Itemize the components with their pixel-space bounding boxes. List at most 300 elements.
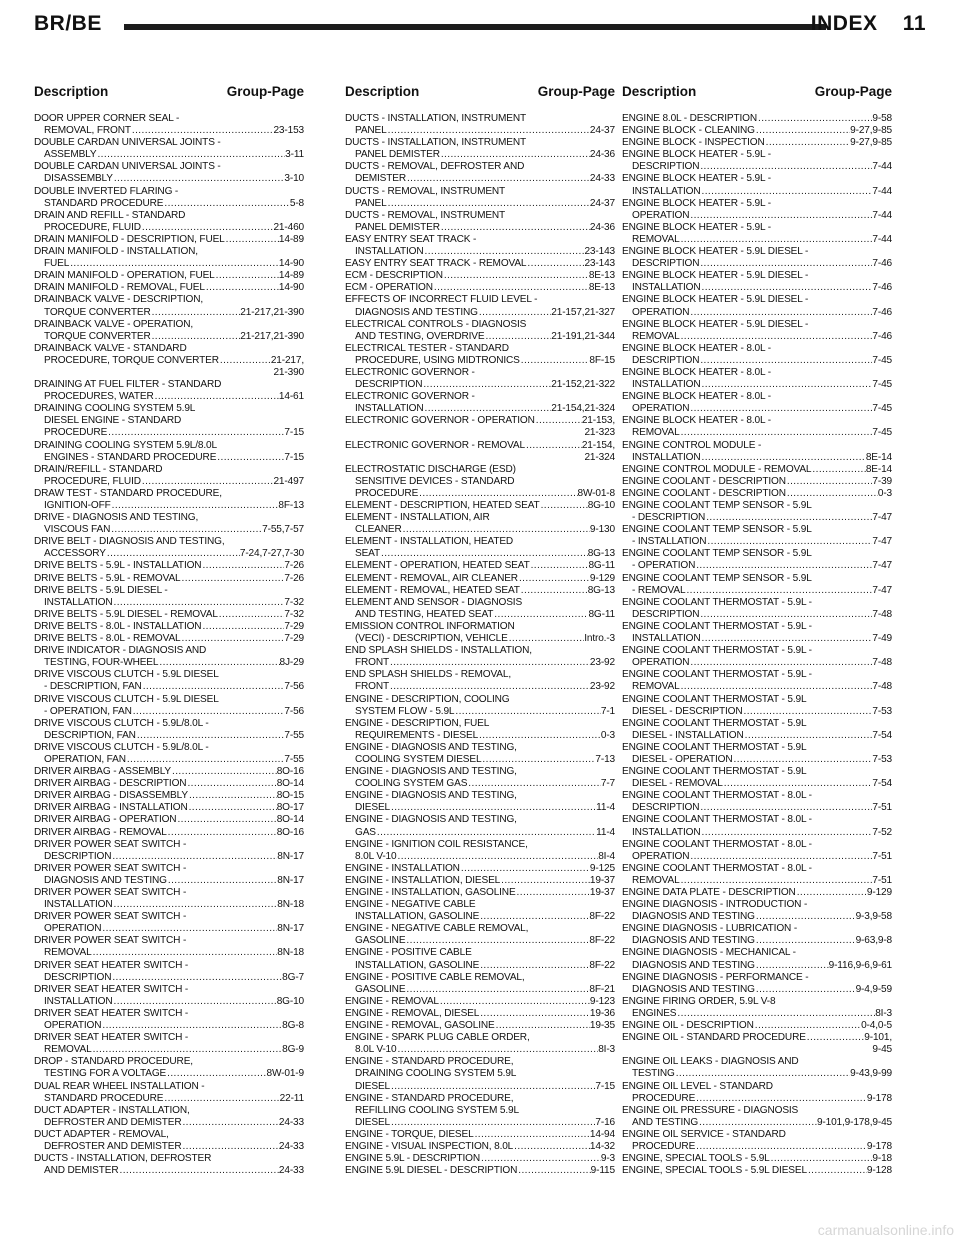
dot-leader <box>508 633 585 645</box>
entry-text: REMOVAL <box>44 1044 92 1056</box>
index-entry <box>622 500 892 512</box>
entry-text: ENGINE CONTROL MODULE - REMOVAL <box>622 463 812 475</box>
entry-text: OPERATION <box>44 1020 102 1032</box>
index-entry <box>345 391 615 403</box>
dot-leader <box>92 1044 283 1056</box>
index-entry <box>34 609 304 621</box>
entry-text: DOOR UPPER CORNER SEAL - <box>34 113 180 124</box>
entry-text: DRIVE VISCOUS CLUTCH - 5.9L/8.0L - <box>34 717 209 729</box>
entry-text: VISCOUS FAN <box>44 524 111 536</box>
dot-leader <box>111 500 279 512</box>
page-ref: 9-45 <box>872 1044 892 1056</box>
entry-text: DRIVER SEAT HEATER SWITCH - <box>34 1007 189 1019</box>
index-entry <box>345 488 615 500</box>
entry-text: PANEL DEMISTER <box>355 221 440 233</box>
index-entry <box>345 476 615 488</box>
index-entry <box>622 331 892 343</box>
page-ref: 7-56 <box>284 681 304 693</box>
entry-text: AND TESTING, OVERDRIVE <box>355 330 485 342</box>
entry-text: INSTALLATION <box>355 246 424 258</box>
entry-text: DRIVER AIRBAG - REMOVAL <box>34 826 167 838</box>
entry-text: OPERATION <box>632 850 690 862</box>
manual-code: BR/BE <box>34 12 102 35</box>
index-entry <box>622 984 892 996</box>
entry-text: ENGINE - POSITIVE CABLE <box>345 947 472 959</box>
dot-leader <box>701 282 873 294</box>
page-ref: 7-47 <box>872 584 892 596</box>
page-ref: 7-47 <box>872 536 892 548</box>
index-entry <box>622 149 892 161</box>
index-entry <box>345 802 615 814</box>
page-ref: 21-157,21-327 <box>551 306 615 318</box>
index-entry <box>345 524 615 536</box>
dot-leader <box>460 863 590 875</box>
entry-text: DRAIN/REFILL - STANDARD <box>34 463 163 475</box>
page-ref: 19-35 <box>589 1020 615 1032</box>
index-entry <box>345 282 615 294</box>
group-page-heading: Group-Page <box>537 84 615 99</box>
page-ref: 3-11 <box>285 149 304 161</box>
dot-leader <box>92 947 278 959</box>
entry-text: ENGINE BLOCK HEATER - 8.0L - <box>622 415 771 427</box>
entry-text: INSTALLATION <box>355 403 424 415</box>
index-entry <box>622 294 892 306</box>
dot-leader <box>218 609 285 621</box>
entry-text: ELECTRONIC GOVERNOR - <box>345 366 475 378</box>
dot-leader <box>106 548 240 560</box>
entry-text: ENGINE - DIAGNOSIS AND TESTING, <box>345 790 517 802</box>
dot-leader <box>516 887 590 899</box>
index-entry <box>34 113 304 125</box>
page-ref: 8G-10 <box>276 995 304 1007</box>
entry-text: DRAINBACK VALVE - OPERATION, <box>34 318 194 330</box>
dot-leader <box>387 198 590 210</box>
page-ref: 7-15 <box>284 451 304 463</box>
index-entry <box>345 851 615 863</box>
entry-text: ENGINES - STANDARD PROCEDURE <box>44 451 217 463</box>
dot-leader <box>387 125 590 137</box>
page-ref: 21-154,21-324 <box>551 403 615 415</box>
index-entry <box>345 911 615 923</box>
dot-leader <box>689 210 872 222</box>
dot-leader <box>467 778 601 790</box>
entry-text: DRAIN MANIFOLD - DESCRIPTION, FUEL <box>34 233 225 245</box>
entry-text: ENGINE COOLANT TEMP SENSOR - 5.9L <box>622 548 812 560</box>
page-ref: 7-45 <box>872 427 892 439</box>
entry-text: ENGINE COOLANT THERMOSTAT - 8.0L - <box>622 862 812 874</box>
dot-leader <box>680 427 873 439</box>
entry-text: DIAGNOSIS AND TESTING <box>632 935 755 947</box>
index-entry <box>622 875 892 887</box>
page-ref: 8F-22 <box>589 959 615 971</box>
entry-text: ENGINE OIL - STANDARD PROCEDURE <box>622 1032 806 1044</box>
dot-leader <box>695 1093 867 1105</box>
dot-leader <box>493 609 588 621</box>
index-entry <box>34 234 304 246</box>
page-ref: 7-1 <box>600 705 615 717</box>
index-entry <box>34 996 304 1008</box>
entry-text: DRIVE VISCOUS CLUTCH - 5.9L DIESEL <box>34 693 219 705</box>
entry-text: DRIVE BELTS - 5.9L DIESEL - <box>34 584 168 596</box>
page-ref: 3-10 <box>284 173 304 185</box>
index-entry <box>34 730 304 742</box>
page-ref: 9-3,9-58 <box>855 911 892 923</box>
index-entry <box>345 161 615 173</box>
page-ref: 7-29 <box>284 620 304 632</box>
dot-leader <box>380 548 588 560</box>
dot-leader <box>163 198 289 210</box>
index-entry <box>345 1105 615 1117</box>
dot-leader <box>188 802 277 814</box>
index-entry <box>345 343 615 355</box>
entry-text: DUCTS - INSTALLATION, INSTRUMENT <box>345 137 527 149</box>
index-entry <box>622 343 892 355</box>
page-ref: 14-89 <box>278 233 304 245</box>
page-ref: 8G-11 <box>588 560 615 572</box>
index-entry <box>622 173 892 185</box>
index-entry <box>345 996 615 1008</box>
entry-text: DIAGNOSIS AND TESTING <box>632 911 755 923</box>
index-entry <box>622 742 892 754</box>
index-entry <box>622 911 892 923</box>
dot-leader <box>680 681 873 693</box>
index-entry <box>622 355 892 367</box>
entry-text: DUCT ADAPTER - INSTALLATION, <box>34 1104 190 1116</box>
index-entry <box>34 198 304 210</box>
page-ref: 24-37 <box>589 125 615 137</box>
dot-leader <box>675 1068 850 1080</box>
page-ref: 7-47 <box>872 560 892 572</box>
index-entry <box>34 887 304 899</box>
index-entry <box>345 113 615 125</box>
page-ref: 0-4,0-5 <box>861 1020 892 1032</box>
index-entry <box>345 718 615 730</box>
page-ref: 11-4 <box>596 826 615 838</box>
page-ref: 7-55,7-57 <box>262 524 304 536</box>
page-ref: 9-115 <box>590 1165 615 1177</box>
index-entry <box>345 246 615 258</box>
index-entry <box>34 911 304 923</box>
index-entry <box>622 947 892 959</box>
index-entry <box>622 125 892 137</box>
dot-leader <box>478 730 601 742</box>
entry-text: DRAINING COOLING SYSTEM 5.9L <box>355 1068 517 1080</box>
entry-text: REMOVAL <box>44 947 92 959</box>
entry-text: ENGINE DIAGNOSIS - PERFORMANCE - <box>622 971 809 983</box>
entry-text: DUAL REAR WHEEL INSTALLATION - <box>34 1080 205 1092</box>
entry-text: OPERATION <box>632 403 690 415</box>
index-entry <box>34 766 304 778</box>
entry-text: DRIVE BELTS - 8.0L - INSTALLATION <box>34 620 202 632</box>
index-entry <box>622 222 892 234</box>
page-ref: 8G-8 <box>282 1020 304 1032</box>
index-entry <box>345 669 615 681</box>
page-ref: 8F-22 <box>589 935 615 947</box>
index-entry <box>345 512 615 524</box>
dot-leader <box>163 1093 279 1105</box>
entry-text: FRONT <box>355 657 390 669</box>
entry-text: ENGINE BLOCK HEATER - 5.9L DIESEL - <box>622 318 809 330</box>
dot-leader <box>96 149 285 161</box>
index-entry <box>622 923 892 935</box>
page-ref: 9-43,9-99 <box>850 1068 892 1080</box>
entry-text: DESCRIPTION <box>44 850 112 862</box>
entry-text: ENGINE COOLANT TEMP SENSOR - 5.9L <box>622 572 812 584</box>
index-entry <box>34 125 304 137</box>
index-entry <box>622 1117 892 1129</box>
index-entry <box>345 657 615 669</box>
page-ref: 8G-10 <box>587 500 615 511</box>
entry-text: INSTALLATION <box>44 596 113 608</box>
entry-text: TORQUE CONVERTER <box>44 330 151 342</box>
entry-text: ENGINE - DIAGNOSIS AND TESTING, <box>345 766 517 778</box>
index-entry <box>34 1093 304 1105</box>
dot-leader <box>755 125 850 137</box>
index-entry <box>622 524 892 536</box>
entry-text: GASOLINE <box>355 983 406 995</box>
page-ref: 8O-15 <box>276 790 304 802</box>
entry-text: DIAGNOSIS AND TESTING <box>44 874 167 886</box>
page-ref: 7-13 <box>595 753 615 765</box>
dot-leader <box>181 1117 278 1129</box>
index-entry <box>622 512 892 524</box>
index-entry <box>345 899 615 911</box>
index-entry <box>34 1165 304 1177</box>
entry-text: SYSTEM FLOW - 5.9L <box>355 705 455 717</box>
page-ref: 21-154, <box>581 439 615 451</box>
dot-leader <box>215 270 279 282</box>
entry-text: DOUBLE CARDAN UNIVERSAL JOINTS - <box>34 161 221 173</box>
index-entry <box>34 524 304 536</box>
dot-leader <box>480 1153 601 1165</box>
dot-leader <box>742 706 872 718</box>
index-entry <box>622 718 892 730</box>
dot-leader <box>701 827 873 839</box>
index-entry <box>345 597 615 609</box>
entry-text: ENGINE DIAGNOSIS - MECHANICAL - <box>622 947 796 959</box>
dot-leader <box>518 573 590 585</box>
dot-leader <box>201 560 284 572</box>
entry-text: PROCEDURE <box>44 427 108 439</box>
entry-text: ENGINE COOLANT THERMOSTAT - 5.9L <box>622 741 807 753</box>
index-entry <box>34 597 304 609</box>
dot-leader <box>479 911 589 923</box>
index-entry <box>34 258 304 270</box>
entry-text: DESCRIPTION <box>632 161 700 173</box>
index-entry <box>622 597 892 609</box>
index-entry <box>34 186 304 198</box>
index-column-1 <box>34 113 304 1177</box>
index-entry <box>34 899 304 911</box>
entry-text: DRIVER SEAT HEATER SWITCH - <box>34 1032 189 1044</box>
dot-leader <box>101 1020 282 1032</box>
entry-text: ENGINE OIL - DESCRIPTION <box>622 1020 754 1032</box>
index-entry <box>34 548 304 560</box>
entry-text: INSTALLATION <box>44 899 113 911</box>
dot-leader <box>390 802 596 814</box>
index-entry <box>34 1105 304 1117</box>
group-page-heading: Group-Page <box>814 84 892 99</box>
dot-leader <box>479 1008 590 1020</box>
entry-text: DIESEL <box>355 802 391 814</box>
dot-leader <box>699 609 872 621</box>
index-entry <box>622 258 892 270</box>
page-ref: 22-11 <box>279 1092 304 1104</box>
entry-text: ENGINE COOLANT TEMP SENSOR - 5.9L <box>622 500 812 511</box>
index-entry <box>622 1056 892 1068</box>
entry-text: INSTALLATION <box>632 826 701 838</box>
index-entry <box>622 548 892 560</box>
entry-text: ENGINE - REMOVAL, DIESEL <box>345 1007 480 1019</box>
page-ref: 24-36 <box>589 149 615 161</box>
dot-leader <box>440 149 590 161</box>
index-entry <box>34 875 304 887</box>
index-entry <box>34 391 304 403</box>
index-entry <box>34 681 304 693</box>
dot-leader <box>101 923 277 935</box>
dot-leader <box>699 258 872 270</box>
entry-text: DUCTS - REMOVAL, INSTRUMENT <box>345 209 506 221</box>
index-entry <box>34 694 304 706</box>
page-ref: 14-32 <box>589 1140 615 1152</box>
page-ref: 8E-14 <box>865 451 892 463</box>
index-entry <box>622 1105 892 1117</box>
entry-text: SENSITIVE DEVICES - STANDARD <box>355 475 515 487</box>
index-entry <box>34 500 304 512</box>
entry-text: DRIVER AIRBAG - DESCRIPTION <box>34 778 187 790</box>
dot-leader <box>440 222 590 234</box>
index-entry <box>34 536 304 548</box>
page-ref: 8N-18 <box>277 947 304 959</box>
dot-leader <box>786 488 878 500</box>
entry-text: DRAIN MANIFOLD - REMOVAL, FUEL <box>34 282 205 294</box>
index-entry <box>345 645 615 657</box>
index-entry <box>345 125 615 137</box>
entry-text: ELECTRONIC GOVERNOR - OPERATION <box>345 415 535 427</box>
index-entry <box>34 222 304 234</box>
entry-text: DESCRIPTION <box>632 258 700 270</box>
index-entry <box>34 246 304 258</box>
entry-text: ENGINE - REMOVAL, GASOLINE <box>345 1020 495 1032</box>
index-entry <box>622 186 892 198</box>
entry-text: DIESEL <box>355 1116 391 1128</box>
index-entry <box>622 270 892 282</box>
entry-text: STANDARD PROCEDURE <box>44 1092 164 1104</box>
dot-leader <box>389 657 590 669</box>
index-entry <box>345 935 615 947</box>
entry-text: DRAINING COOLING SYSTEM 5.9L/8.0L <box>34 439 217 451</box>
index-entry <box>622 935 892 947</box>
dot-leader <box>389 681 590 693</box>
page-ref: 8F-22 <box>589 911 615 923</box>
entry-text: - DESCRIPTION, FAN <box>44 681 142 693</box>
page-ref: 7-47 <box>872 512 892 524</box>
index-entry <box>345 331 615 343</box>
index-entry <box>622 282 892 294</box>
entry-text: ENGINE - VISUAL INSPECTION, 8.0L <box>345 1140 514 1152</box>
entry-text: DRAIN MANIFOLD - INSTALLATION, <box>34 246 198 258</box>
entry-text: ENGINE COOLANT THERMOSTAT - 8.0L - <box>622 790 812 802</box>
index-entry <box>622 415 892 427</box>
entry-text: ENGINE - IGNITION COIL RESISTANCE, <box>345 838 528 850</box>
index-entry <box>34 585 304 597</box>
page-ref: 9-125 <box>589 862 615 874</box>
index-entry <box>345 307 615 319</box>
entry-text: ENGINE BLOCK HEATER - 8.0L - <box>622 391 771 403</box>
entry-text: GASOLINE <box>355 935 406 947</box>
index-entry <box>345 319 615 331</box>
page-ref: 7-49 <box>872 633 892 645</box>
entry-text: TESTING <box>632 1068 675 1080</box>
page-ref: 7-45 <box>872 354 892 366</box>
page-ref: 8N-18 <box>277 899 304 911</box>
page-ref: 8O-14 <box>276 814 304 826</box>
dot-leader <box>676 1008 875 1020</box>
page-ref: 7-15 <box>284 427 304 439</box>
page-ref: 14-89 <box>278 270 304 282</box>
dot-leader <box>111 851 277 863</box>
index-entry <box>622 113 892 125</box>
index-entry <box>34 427 304 439</box>
index-entry <box>345 234 615 246</box>
entry-text: ENGINE BLOCK HEATER - 5.9L DIESEL - <box>622 246 809 258</box>
index-entry <box>345 573 615 585</box>
index-entry <box>345 681 615 693</box>
index-entry <box>345 1032 615 1044</box>
index-entry <box>34 839 304 851</box>
index-entry <box>622 440 892 452</box>
page-ref: 7-45 <box>872 403 892 415</box>
entry-text: - REMOVAL <box>632 584 686 596</box>
dot-leader <box>755 984 856 996</box>
entry-text: ELEMENT - REMOVAL, AIR CLEANER <box>345 572 518 584</box>
entry-text: FRONT <box>355 681 390 693</box>
page-ref: 0-3 <box>877 487 892 499</box>
entry-text: DRIVE - DIAGNOSIS AND TESTING, <box>34 512 199 524</box>
index-entry <box>622 633 892 645</box>
entry-text: DROP - STANDARD PROCEDURE, <box>34 1056 193 1068</box>
entry-text: DESCRIPTION <box>355 379 423 391</box>
index-entry <box>34 331 304 343</box>
page-ref: 9-178 <box>866 1140 892 1152</box>
entry-text: OPERATION <box>632 657 690 669</box>
entry-text: REQUIREMENTS - DIESEL <box>355 729 479 741</box>
index-entry <box>345 258 615 270</box>
index-entry <box>34 706 304 718</box>
dot-leader <box>474 1129 590 1141</box>
dot-leader <box>69 258 279 270</box>
entry-text: DESCRIPTION <box>632 354 700 366</box>
index-entry <box>345 186 615 198</box>
page-ref: 8O-16 <box>276 766 304 778</box>
page-ref: 8I-3 <box>598 1044 615 1056</box>
index-entry <box>34 778 304 790</box>
index-entry <box>345 947 615 959</box>
index-entry <box>622 754 892 766</box>
dot-leader <box>723 778 873 790</box>
dot-leader <box>397 851 599 863</box>
entry-text: ENGINE, SPECIAL TOOLS - 5.9L DIESEL <box>622 1165 807 1177</box>
index-entry <box>34 464 304 476</box>
index-entry <box>622 1129 892 1141</box>
index-entry <box>34 960 304 972</box>
index-entry <box>34 863 304 875</box>
index-entry <box>34 621 304 633</box>
page-ref: 7-55 <box>284 729 304 741</box>
dot-leader <box>113 173 285 185</box>
page-ref: 14-90 <box>278 282 304 294</box>
page-ref: 7-48 <box>872 657 892 669</box>
